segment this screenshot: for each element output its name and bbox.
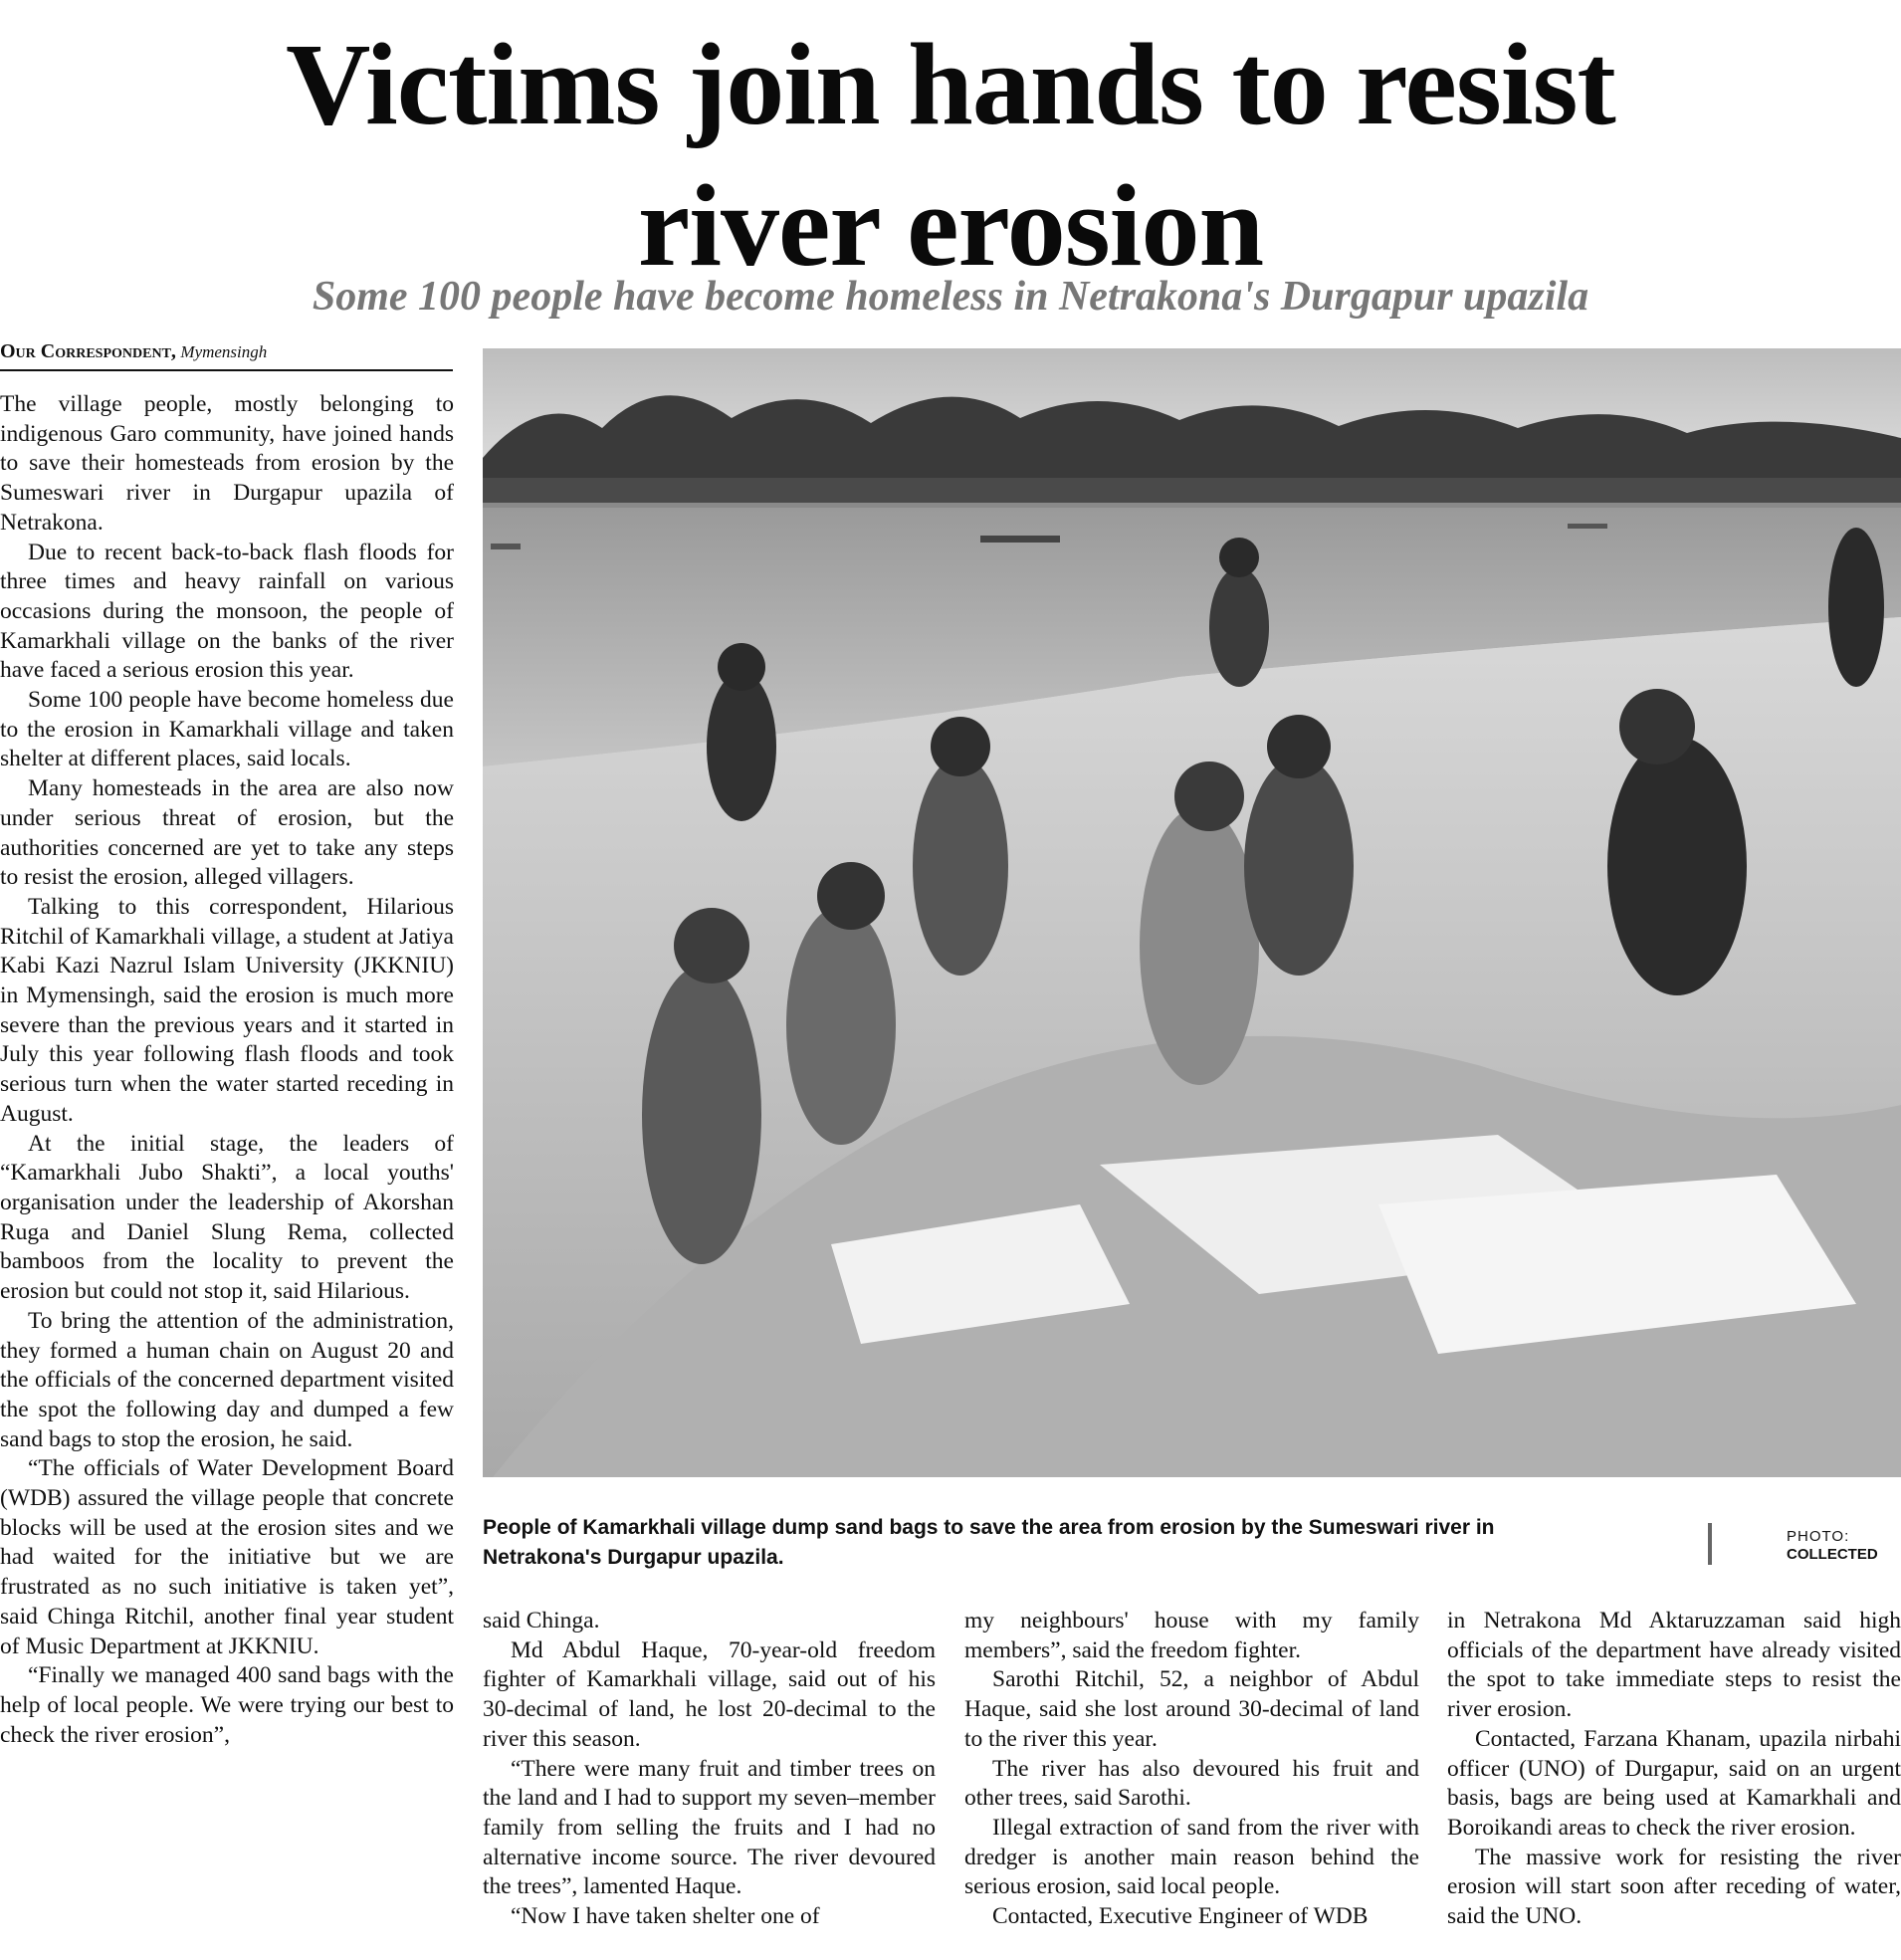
- article-column-4: [1447, 1607, 1901, 1960]
- photo-credit-label: PHOTO:: [1787, 1528, 1850, 1545]
- photo-credit: [1787, 1528, 1901, 1564]
- byline: [0, 338, 453, 371]
- paragraph: Some 100 people have become homeless due to the erosion in Kamarkhali village and taken shelter at different places, said locals.: [0, 687, 454, 772]
- credit-divider: [1708, 1523, 1712, 1565]
- article-column-1: [0, 390, 454, 1960]
- photo-caption: People of Kamarkhali village dump sand bags to save the area from erosion by the Sumeswari river in Netrakona's Durgapur upazila.: [483, 1516, 1495, 1569]
- paragraph: Many homesteads in the area are also now under serious threat of erosion, but the authorities concerned are yet to take any steps to resist the erosion, alleged villagers.: [0, 775, 454, 891]
- paragraph: At the initial stage, the leaders of “Kamarkhali Jubo Shakti”, a local youths' organisation under the leadership of Akorshan Ruga and Daniel Slung Rema, collected bamboos from the locality to prevent the erosion but could not stop it, said Hilarious.: [0, 1130, 454, 1305]
- paragraph: The massive work for resisting the river erosion will start soon after receding of water, said the UNO.: [1447, 1844, 1901, 1930]
- paragraph: Talking to this correspondent, Hilarious Ritchil of Kamarkhali village, a student at Jatiya Kabi Kazi Nazrul Islam University (JKKNIU) in Mymensingh, said the erosion is much more severe than the previous years and it started in July this year following flash floods and took serious turn when the water started receding in August.: [0, 893, 454, 1127]
- photo-illustration: [483, 348, 1901, 1477]
- news-photo: [483, 348, 1901, 1477]
- photo-credit-value: COLLECTED: [1787, 1546, 1878, 1563]
- paragraph: Contacted, Executive Engineer of WDB: [992, 1903, 1369, 1930]
- paragraph: Sarothi Ritchil, 52, a neighbor of Abdul Haque, said she lost around 30-decimal of land to the river this year.: [964, 1666, 1419, 1752]
- paragraph: my neighbours' house with my family members”, said the freedom fighter.: [964, 1608, 1419, 1663]
- paragraph: Due to recent back-to-back flash floods for three times and heavy rainfall on various occasions during the monsoon, the people of Kamarkhali village on the banks of the river have faced a serious erosion this year.: [0, 539, 454, 684]
- headline-line-2: river erosion: [637, 160, 1264, 291]
- paragraph: “Now I have taken shelter one of: [511, 1903, 820, 1930]
- paragraph: Md Abdul Haque, 70-year-old freedom fighter of Kamarkhali village, said out of his 30-decimal of land, he lost 20-decimal to the river this season.: [483, 1636, 936, 1752]
- article-column-2: [483, 1607, 936, 1960]
- byline-author: Our Correspondent,: [0, 340, 176, 362]
- paragraph: “The officials of Water Development Board (WDB) assured the village people that concrete blocks will be used at the erosion sites and we had waited for the initiative but we are frustrated as no such initiative is taken yet”, said Chinga Ritchil, another final year student of Music Department at JKKNIU.: [0, 1455, 454, 1659]
- paragraph: said Chinga.: [483, 1608, 600, 1633]
- paragraph: in Netrakona Md Aktaruzzaman said high officials of the department have already visited the spot to take immediate steps to resist the river erosion.: [1447, 1608, 1901, 1723]
- paragraph: The river has also devoured his fruit and other trees, said Sarothi.: [964, 1755, 1419, 1812]
- paragraph: Contacted, Farzana Khanam, upazila nirbahi officer (UNO) of Durgapur, said on an urgent basis, bags are being used at Kamarkhali and Boroikandi areas to check the river erosion.: [1447, 1725, 1901, 1841]
- paragraph: To bring the attention of the administration, they formed a human chain on August 20 and the officials of the concerned department visited the spot the following day and dumped a few sand bags to stop the erosion, he said.: [0, 1307, 454, 1452]
- paragraph: The village people, mostly belonging to indigenous Garo community, have joined hands to save their homesteads from erosion by the Sumeswari river in Durgapur upazila of Netrakona.: [0, 391, 454, 536]
- paragraph: Illegal extraction of sand from the river with dredger is another main reason behind the serious erosion, said local people.: [964, 1814, 1419, 1900]
- paragraph: “Finally we managed 400 sand bags with the help of local people. We were trying our best to check the river erosion”,: [0, 1662, 454, 1748]
- article-column-3: [964, 1607, 1419, 1960]
- paragraph: “There were many fruit and timber trees on the land and I had to support my seven–member family from selling the fruits and I had no alternative income source. The river devoured the trees”, lamented Haque.: [483, 1755, 936, 1900]
- headline: [0, 14, 1901, 297]
- subheadline: Some 100 people have become homeless in Netrakona's Durgapur upazila: [312, 274, 1589, 320]
- headline-line-1: Victims join hands to resist: [286, 19, 1615, 149]
- byline-location: Mymensingh: [180, 342, 268, 361]
